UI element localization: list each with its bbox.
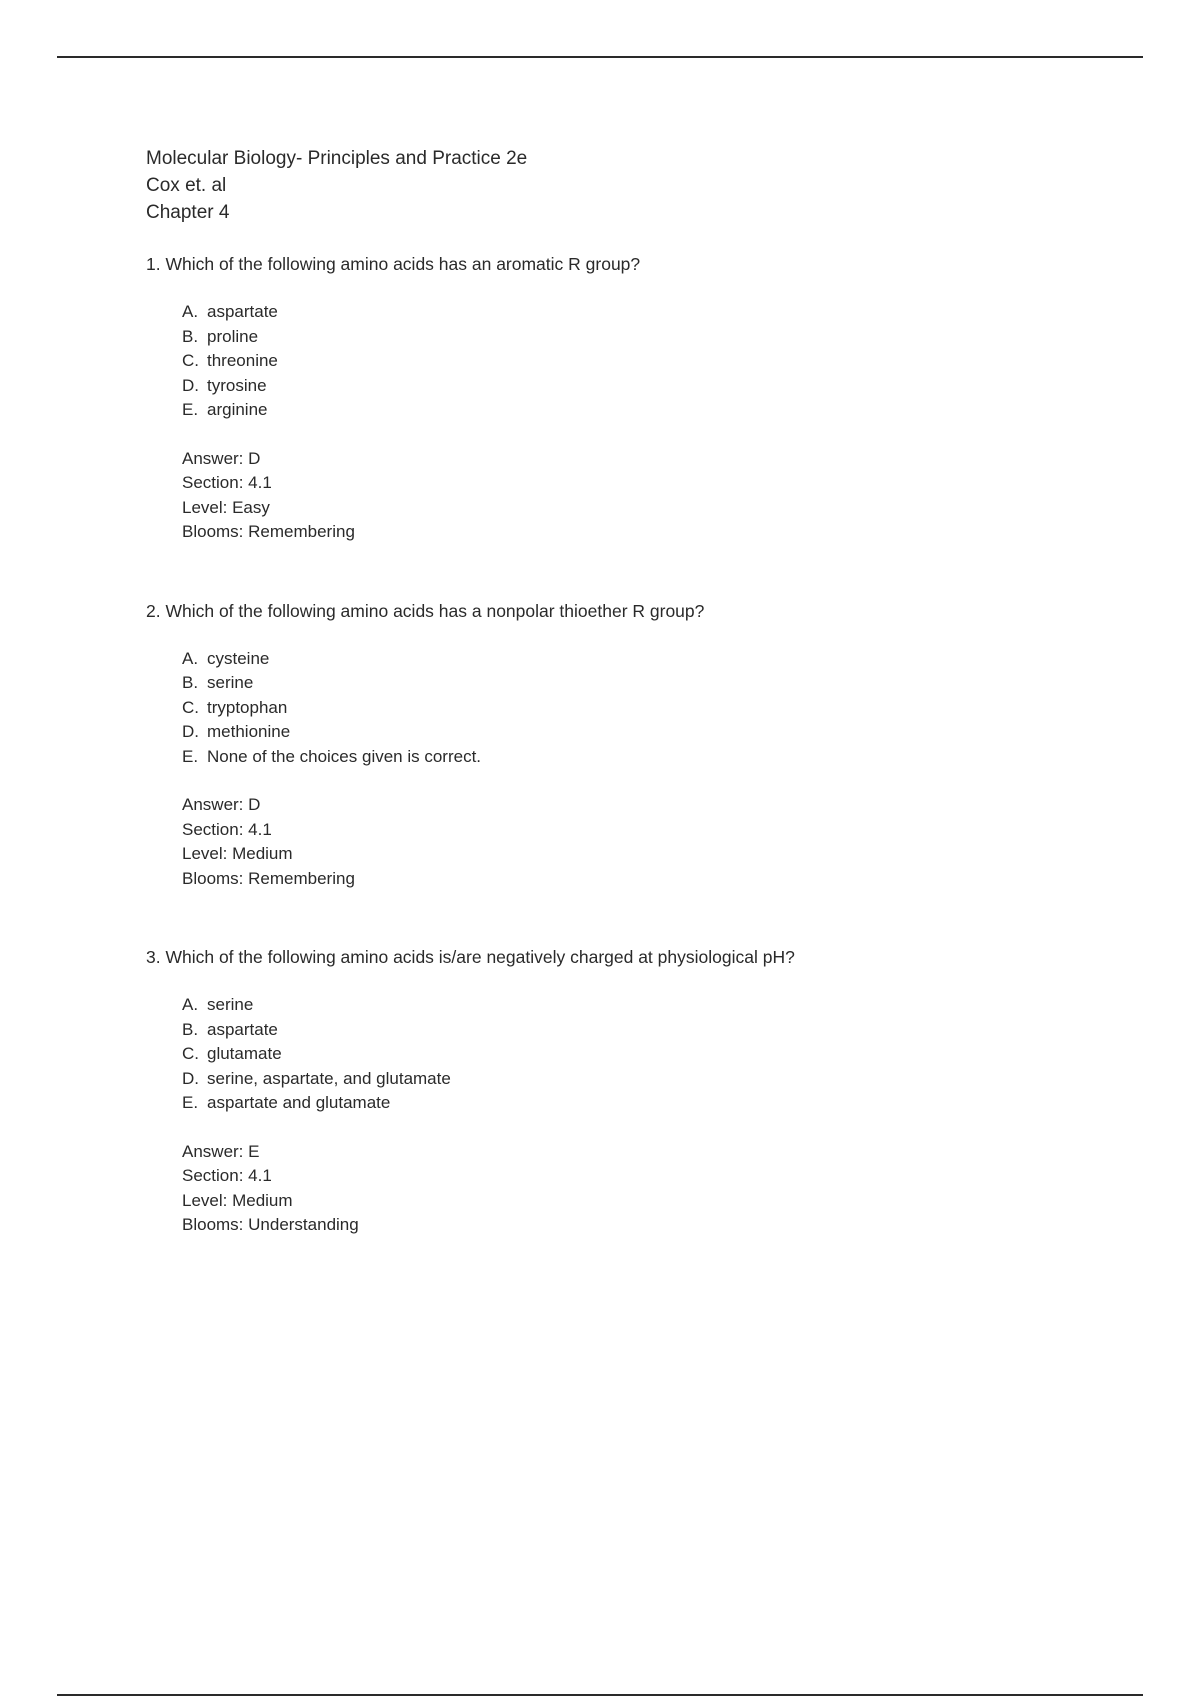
answer-options (146, 993, 1126, 1116)
option-e (182, 745, 1126, 770)
option-c (182, 1042, 1126, 1067)
question-1 (146, 252, 1126, 545)
blooms-line: Blooms: Understanding (182, 1215, 359, 1234)
option-letter: A. (182, 648, 199, 668)
answer-line: Answer: D (182, 448, 261, 468)
question-metadata (146, 447, 1126, 545)
book-authors: Cox et. al (146, 175, 227, 196)
option-text: aspartate (207, 1019, 278, 1039)
answer-options (146, 300, 1126, 423)
option-b (182, 671, 1126, 696)
chapter-label: Chapter 4 (146, 202, 230, 223)
option-letter: B. (182, 326, 199, 346)
question-spacer (146, 545, 1126, 599)
answer-line: Answer: E (182, 1141, 260, 1161)
question-text: 2. Which of the following amino acids has a nonpolar thioether R group? (146, 600, 705, 621)
option-text: aspartate and glutamate (207, 1093, 391, 1112)
option-letter: D. (182, 375, 199, 395)
option-text: None of the choices given is correct. (207, 746, 482, 766)
blooms-line: Blooms: Remembering (182, 522, 355, 541)
document-header (146, 145, 1126, 226)
book-title: Molecular Biology- Principles and Practice 2e (146, 148, 528, 169)
document-body (146, 145, 1126, 1238)
option-e (182, 1091, 1126, 1116)
option-letter: E. (182, 746, 199, 766)
option-c (182, 696, 1126, 721)
top-rule (57, 56, 1143, 58)
option-d (182, 1067, 1126, 1092)
question-text: 3. Which of the following amino acids is/are negatively charged at physiological pH? (146, 947, 795, 967)
option-b (182, 325, 1126, 350)
question-text: 1. Which of the following amino acids has an aromatic R group? (146, 254, 641, 274)
option-text: cysteine (207, 648, 270, 668)
option-a (182, 647, 1126, 672)
option-letter: E. (182, 400, 199, 419)
option-letter: E. (182, 1093, 199, 1112)
question-2 (146, 599, 1126, 892)
option-text: serine (207, 995, 254, 1014)
level-line: Level: Easy (182, 497, 270, 517)
option-letter: B. (182, 673, 199, 692)
option-c (182, 349, 1126, 374)
section-line: Section: 4.1 (182, 1166, 272, 1185)
section-line: Section: 4.1 (182, 473, 272, 492)
option-letter: D. (182, 1068, 199, 1088)
option-d (182, 374, 1126, 399)
option-text: serine (207, 673, 254, 692)
answer-line: Answer: D (182, 795, 261, 814)
blooms-line: Blooms: Remembering (182, 868, 355, 888)
option-text: serine, aspartate, and glutamate (207, 1068, 451, 1088)
option-letter: C. (182, 1044, 199, 1063)
bottom-rule (57, 1694, 1143, 1696)
level-line: Level: Medium (182, 844, 293, 863)
option-letter: D. (182, 722, 199, 741)
question-spacer (146, 891, 1126, 945)
answer-options (146, 647, 1126, 770)
option-letter: A. (182, 995, 199, 1014)
option-text: methionine (207, 722, 291, 741)
option-text: threonine (207, 351, 278, 370)
option-a (182, 300, 1126, 325)
option-letter: C. (182, 697, 199, 717)
option-a (182, 993, 1126, 1018)
option-text: tryptophan (207, 697, 288, 717)
option-text: glutamate (207, 1044, 282, 1063)
option-b (182, 1018, 1126, 1043)
option-text: aspartate (207, 302, 278, 321)
option-text: tyrosine (207, 375, 267, 395)
option-text: proline (207, 326, 259, 346)
option-letter: C. (182, 351, 199, 370)
option-text: arginine (207, 400, 268, 419)
option-letter: B. (182, 1019, 199, 1039)
question-metadata (146, 793, 1126, 891)
option-e (182, 398, 1126, 423)
question-3 (146, 945, 1126, 1238)
level-line: Level: Medium (182, 1190, 293, 1210)
question-metadata (146, 1140, 1126, 1238)
section-line: Section: 4.1 (182, 819, 272, 839)
option-letter: A. (182, 302, 199, 321)
option-d (182, 720, 1126, 745)
